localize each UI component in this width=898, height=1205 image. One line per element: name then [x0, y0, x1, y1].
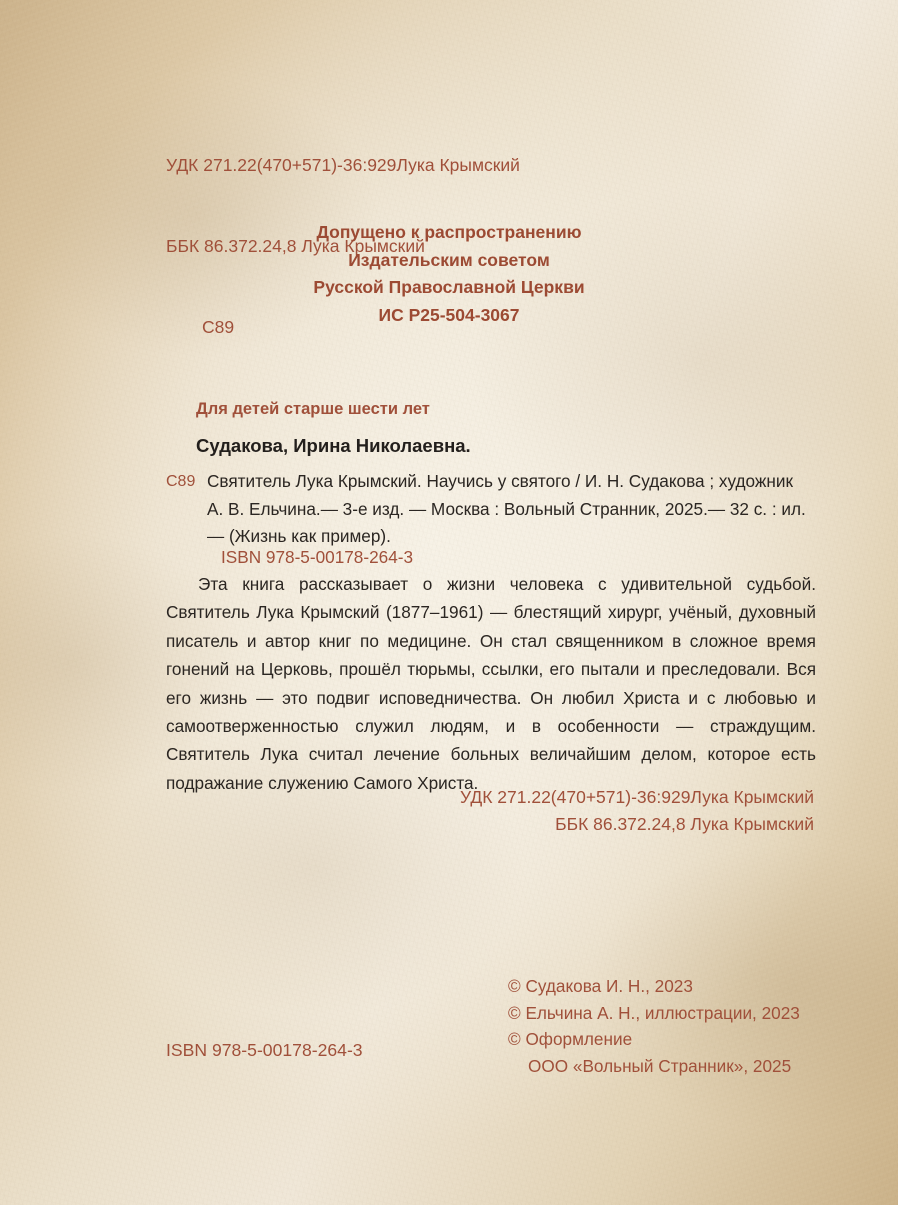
approval-line-1: Допущено к распространению — [316, 222, 582, 242]
udk-code-bottom: УДК 271.22(470+571)-36:929Лука Крымский — [460, 787, 814, 807]
audience-note: Для детей старше шести лет — [196, 400, 430, 418]
isbn-bottom: ISBN 978-5-00178-264-3 — [166, 1040, 363, 1060]
approval-line-3: Русской Православной Церкви — [313, 277, 585, 297]
copyright-block — [508, 973, 800, 1079]
copyright-design: © Оформление — [508, 1029, 633, 1049]
copyright-publisher: ООО «Вольный Странник», 2025 — [528, 1055, 792, 1076]
catalog-mark-top: С89 — [202, 317, 235, 337]
copyright-author: © Судакова И. Н., 2023 — [508, 976, 693, 996]
biblio-description-text: Святитель Лука Крымский. Научись у святого / И. Н. Судакова ; художник А. В. Ельчина.— 3-е изд. — Москва : Вольный Странник, 2025.— 32 с. : ил.— (Жизнь как пример). — [207, 471, 806, 546]
author-name: Судакова, Ирина Николаевна. — [196, 435, 471, 456]
catalog-mark-biblio: С89 — [166, 473, 196, 490]
approval-line-2: Издательским советом — [348, 249, 550, 270]
annotation-paragraph: Эта книга рассказывает о жизни человека с удивительной судьбой. Святитель Лука Крымский (1877–1961) — блестящий хирург, учёный, духовный писатель и автор книг по медицине. Он стал священником в сложное время гонений на Церковь, прошёл тюрьмы, ссылки, его пытали и преследовали. Вся его жизнь — это подвиг исповедничества. Он любил Христа и с любовью и самоотверженностью служил людям, и в особенности — страждущим. Святитель Лука считал лечение больных величайшим делом, которое есть подражание служению Самого Христа. — [166, 574, 816, 793]
bbk-code-bottom: ББК 86.372.24,8 Лука Крымский — [555, 814, 814, 834]
isbn-inline: ISBN 978-5-00178-264-3 — [221, 547, 414, 567]
approval-block — [0, 219, 898, 329]
classification-block-bottom — [460, 784, 814, 838]
bbk-code-top: ББК 86.372.24,8 Лука Крымский — [166, 236, 425, 256]
approval-code: ИС Р25-504-3067 — [378, 304, 520, 325]
udk-code-top: УДК 271.22(470+571)-36:929Лука Крымский — [166, 155, 520, 175]
copyright-illustrator: © Ельчина А. Н., иллюстрации, 2023 — [508, 1002, 800, 1023]
bibliographic-description — [166, 468, 814, 551]
